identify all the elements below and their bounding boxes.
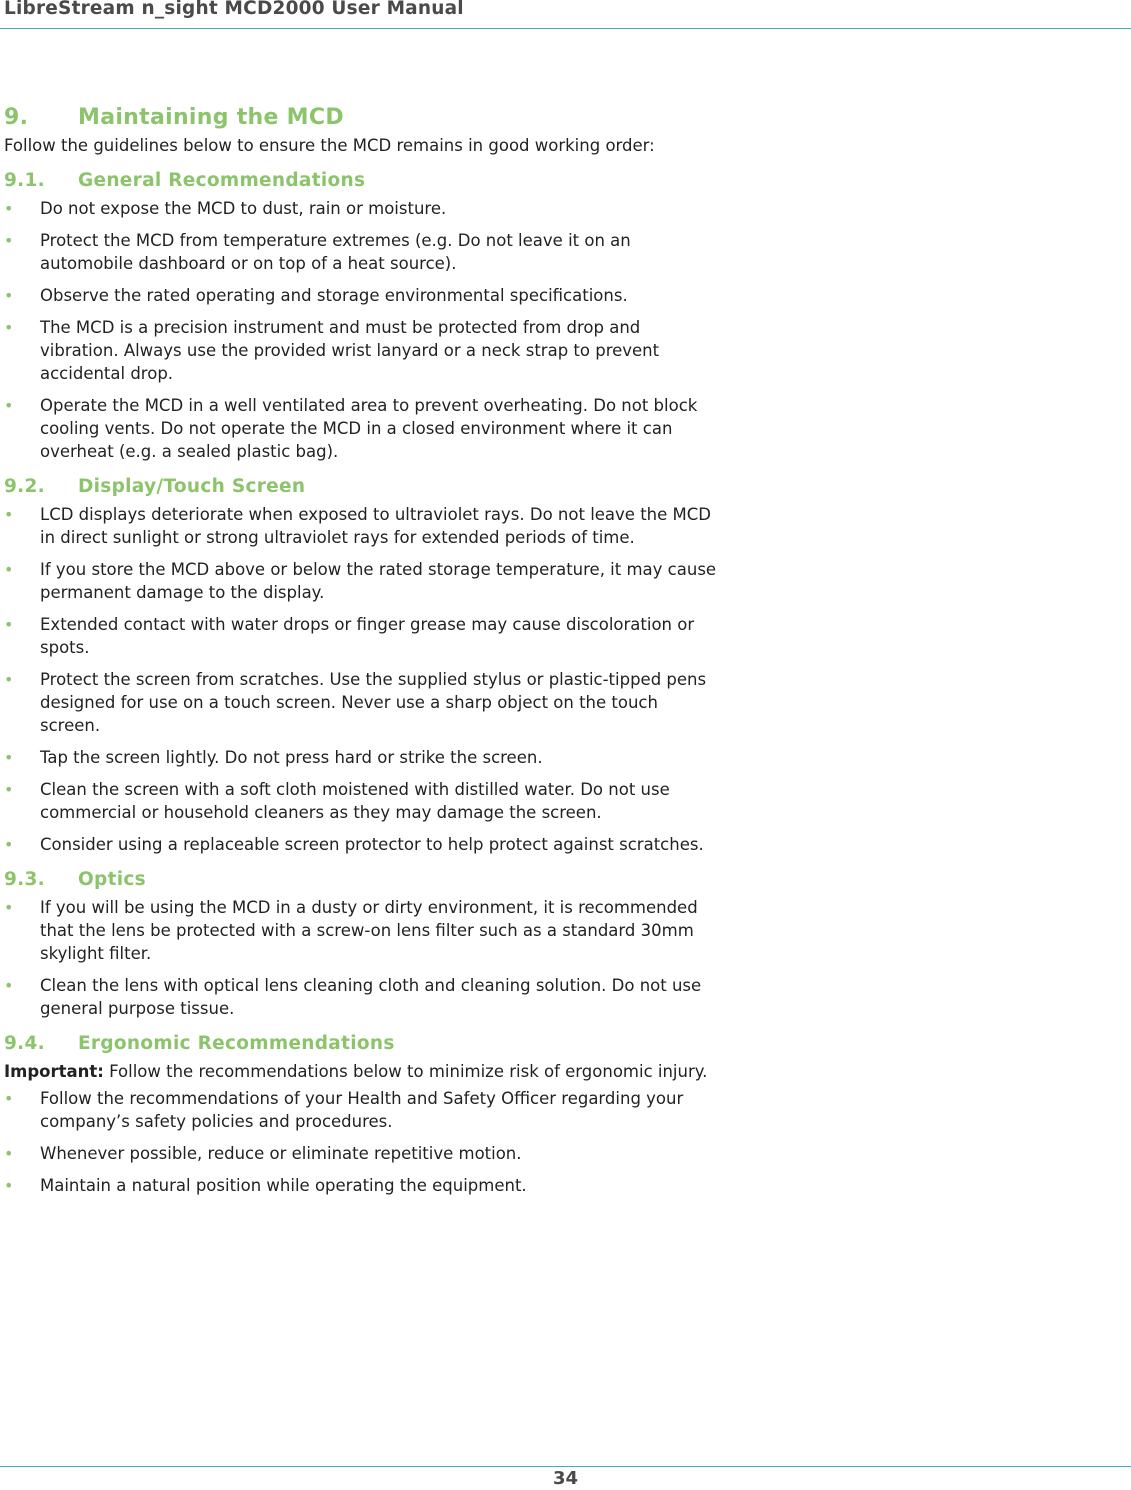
list-item-text: Protect the screen from scratches. Use the supplied stylus or plastic-tipped pens designed for use on a touch screen. Never use a sharp object on the touch screen. [40,670,707,735]
bullet-dot-icon: • [4,199,14,218]
important-text: Follow the recommendations below to minimize risk of ergonomic injury. [103,1062,708,1081]
footer-divider [0,1466,1131,1467]
list-item-text: LCD displays deteriorate when exposed to ultraviolet rays. Do not leave the MCD in direct sunlight or strong ultraviolet rays for extended periods of time. [40,505,711,547]
list-item-text: Protect the MCD from temperature extremes (e.g. Do not leave it on an automobile dashboard or on top of a heat source). [40,231,631,273]
bullet-list [4,1087,719,1197]
list-item [4,1174,719,1197]
list-item-text: Tap the screen lightly. Do not press hard or strike the screen. [40,748,543,767]
list-item-text: Clean the lens with optical lens cleaning cloth and cleaning solution. Do not use general purpose tissue. [40,976,702,1018]
list-item [4,197,719,220]
section-number: 9. [4,105,29,130]
bullet-dot-icon: • [4,976,14,995]
section-heading [4,104,719,132]
bullet-list [4,896,719,1020]
subsection-title: Ergonomic Recommendations [78,1033,395,1054]
list-item-text: Do not expose the MCD to dust, rain or moisture. [40,199,447,218]
bullet-dot-icon: • [4,780,14,799]
bullet-dot-icon: • [4,560,14,579]
bullet-dot-icon: • [4,670,14,689]
bullet-list [4,197,719,463]
subsection-heading [4,169,719,193]
bullet-dot-icon: • [4,1176,14,1195]
list-item-text: Consider using a replaceable screen protector to help protect against scratches. [40,835,704,854]
important-label: Important: [4,1062,104,1081]
list-item [4,394,719,463]
list-item [4,316,719,385]
page-number: 34 [552,1468,579,1489]
list-item [4,229,719,275]
bullet-dot-icon: • [4,898,14,917]
subsection-heading [4,1032,719,1056]
list-item [4,503,719,549]
list-item-text: Whenever possible, reduce or eliminate repetitive motion. [40,1144,522,1163]
bullet-dot-icon: • [4,286,14,305]
list-item [4,833,719,856]
bullet-list [4,503,719,856]
subsection-title: General Recommendations [78,170,366,191]
list-item-text: If you will be using the MCD in a dusty or dirty environment, it is recommended that the lens be protected with a screw-on lens filter such as a standard 30mm skylight filter. [40,898,698,963]
list-item [4,1087,719,1133]
list-item-text: Follow the recommendations of your Health and Safety Officer regarding your company’s safety policies and procedures. [40,1089,684,1131]
subsection-heading [4,475,719,499]
list-item-text: Maintain a natural position while operating the equipment. [40,1176,527,1195]
bullet-dot-icon: • [4,748,14,767]
list-item-text: Observe the rated operating and storage environmental specifications. [40,286,628,305]
subsection-number: 9.3. [4,869,46,890]
subsection-number: 9.4. [4,1033,46,1054]
subsection-title: Display/Touch Screen [78,476,306,497]
section-intro: Follow the guidelines below to ensure the MCD remains in good working order: [4,136,655,155]
subsection-number: 9.1. [4,170,46,191]
list-item-text: Clean the screen with a soft cloth moistened with distilled water. Do not use commercial or household cleaners as they may damage the screen. [40,780,670,822]
bullet-dot-icon: • [4,835,14,854]
list-item [4,1142,719,1165]
list-item [4,896,719,965]
list-item [4,284,719,307]
bullet-dot-icon: • [4,615,14,634]
list-item [4,558,719,604]
document-header-title: LibreStream n_sight MCD2000 User Manual [4,0,464,19]
subsection-heading [4,868,719,892]
list-item-text: If you store the MCD above or below the rated storage temperature, it may cause permanent damage to the display. [40,560,717,602]
important-note [4,1060,719,1083]
bullet-dot-icon: • [4,505,14,524]
list-item [4,613,719,659]
header-divider [0,28,1131,29]
list-item-text: Extended contact with water drops or finger grease may cause discoloration or spots. [40,615,695,657]
list-item [4,668,719,737]
list-item-text: The MCD is a precision instrument and must be protected from drop and vibration. Always use the provided wrist lanyard or a neck strap to prevent accidental drop. [40,318,660,383]
list-item-text: Operate the MCD in a well ventilated area to prevent overheating. Do not block cooling vents. Do not operate the MCD in a closed environment where it can overheat (e.g. a sealed plastic bag). [40,396,698,461]
page-content [4,104,719,1206]
section-title: Maintaining the MCD [78,105,344,130]
bullet-dot-icon: • [4,318,14,337]
subsection-number: 9.2. [4,476,46,497]
bullet-dot-icon: • [4,1144,14,1163]
bullet-dot-icon: • [4,231,14,250]
subsection-title: Optics [78,869,146,890]
bullet-dot-icon: • [4,396,14,415]
bullet-dot-icon: • [4,1089,14,1108]
list-item [4,974,719,1020]
list-item [4,778,719,824]
list-item [4,746,719,769]
